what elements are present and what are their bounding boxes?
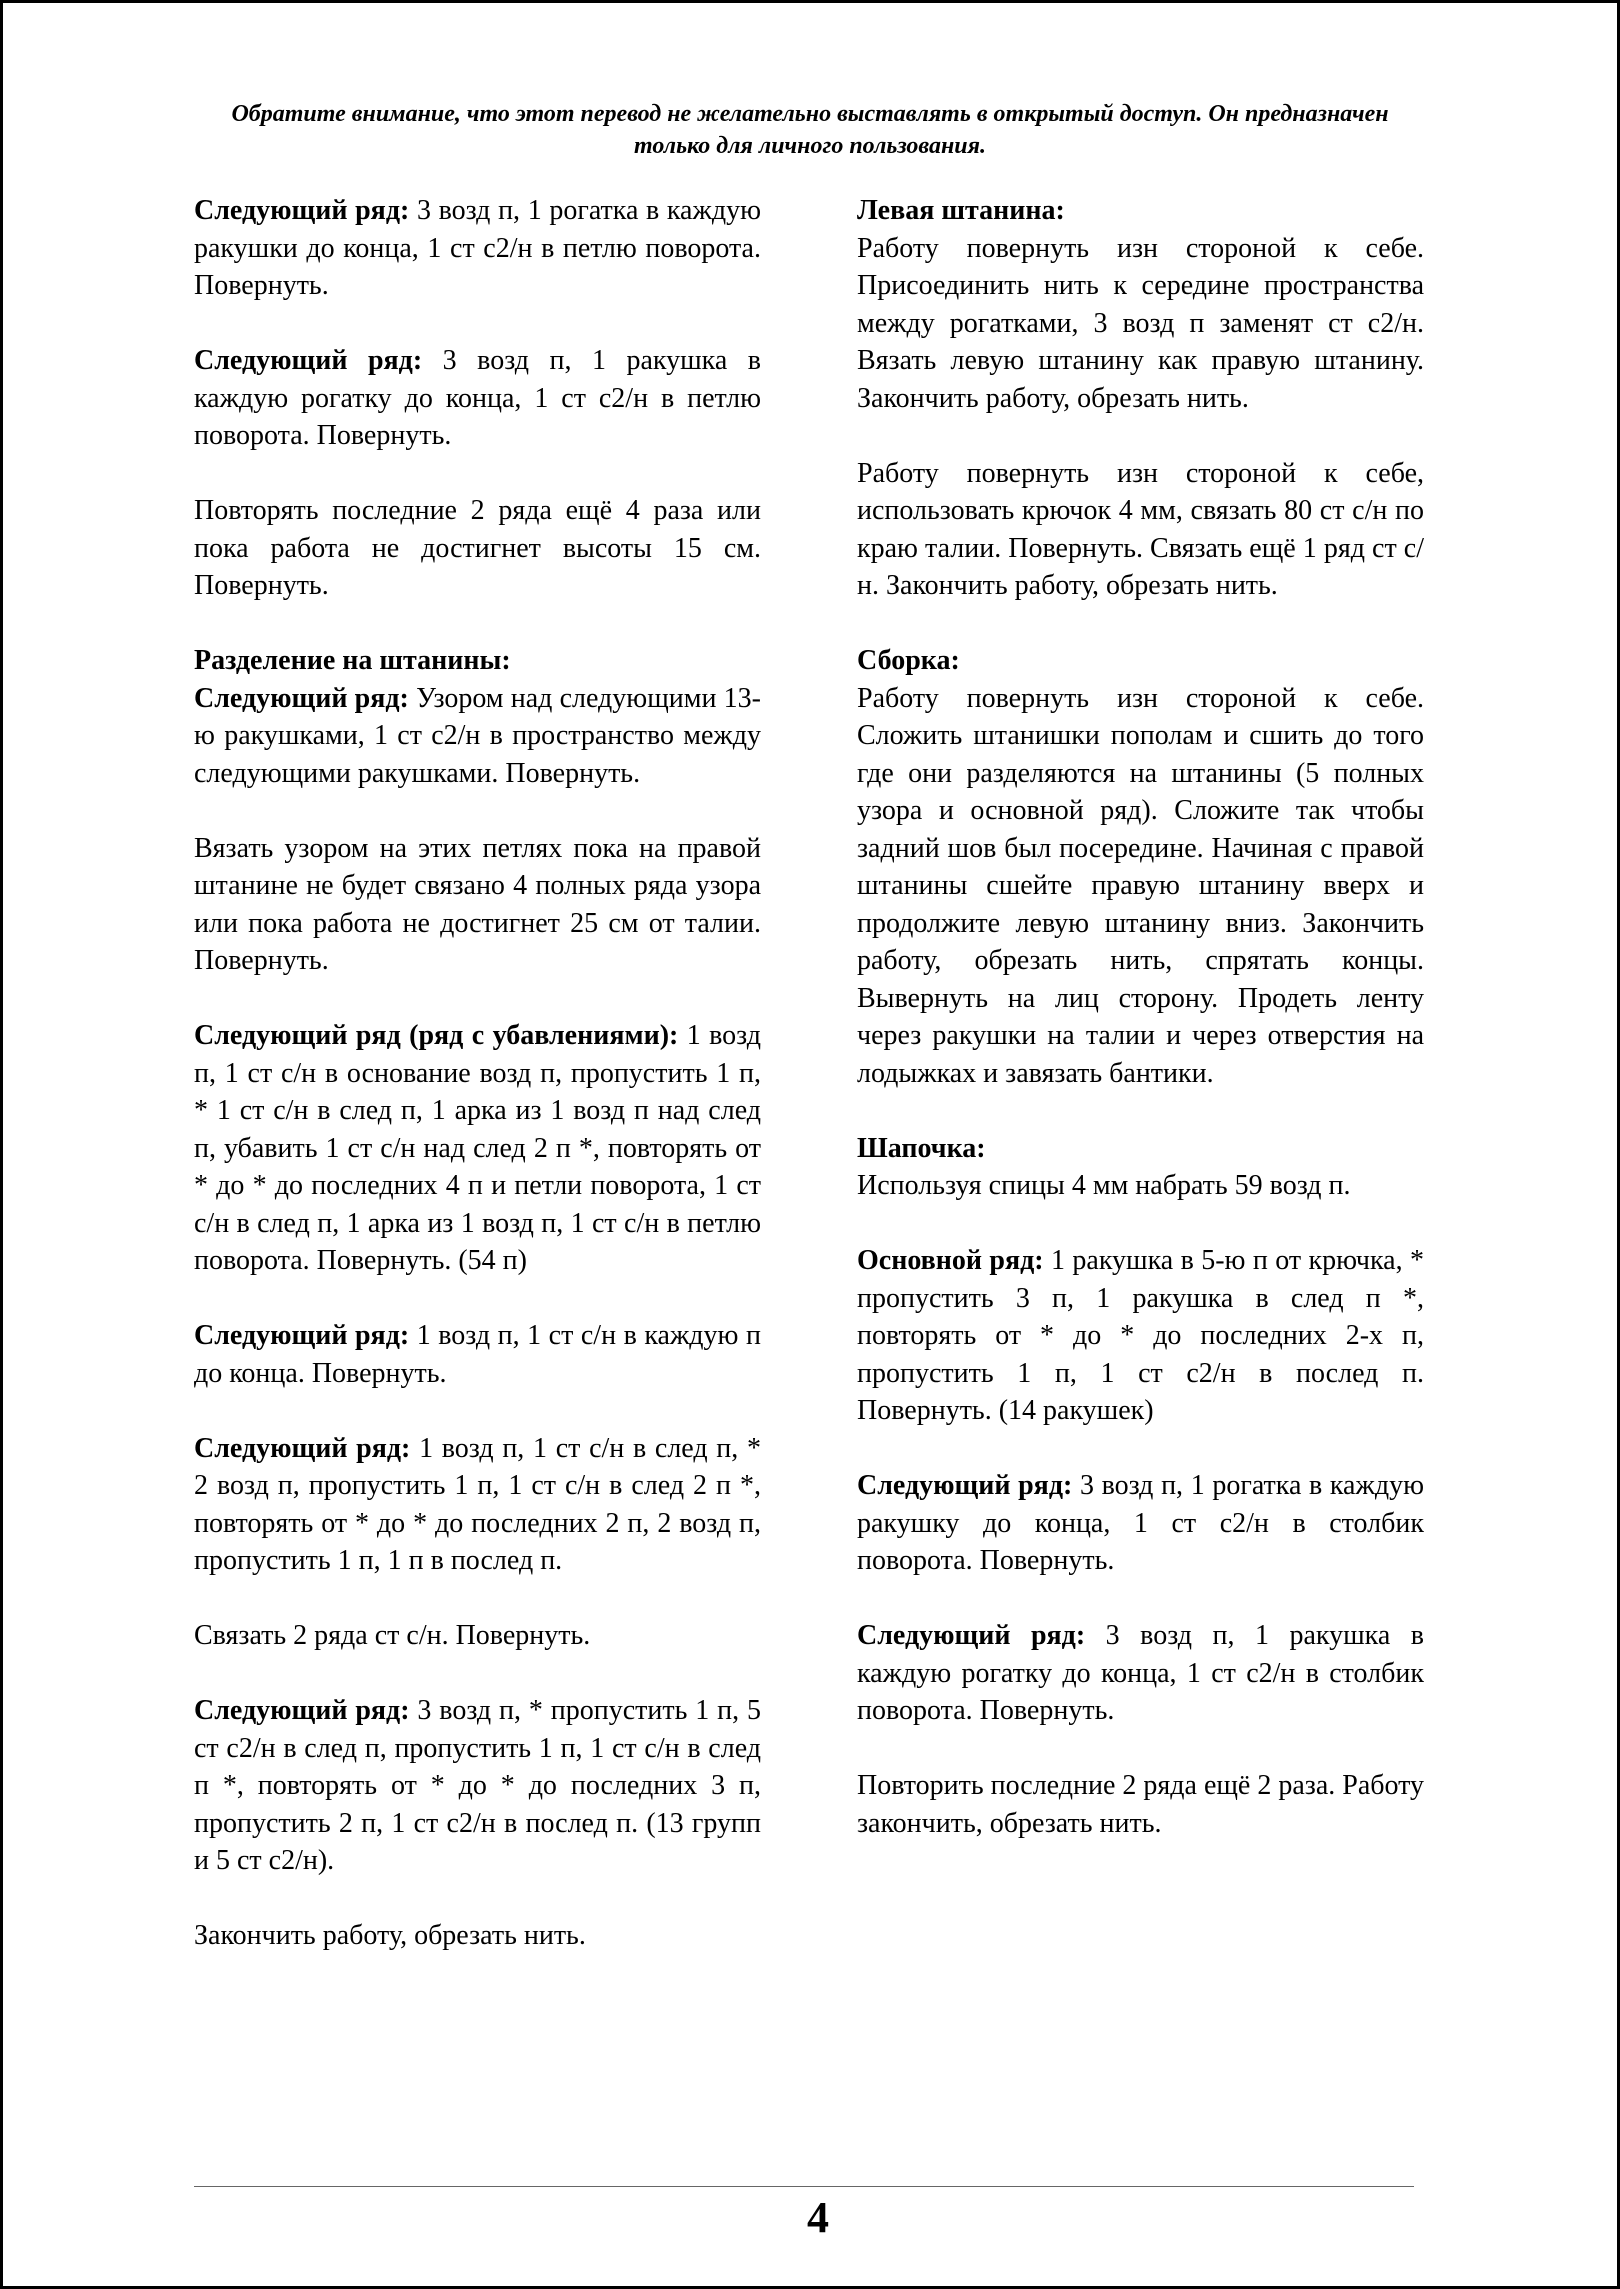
section-heading: Разделение на штанины: bbox=[194, 645, 511, 676]
paragraph: Связать 2 ряда ст с/н. Повернуть. bbox=[194, 1620, 591, 1651]
paragraph: Следующий ряд (ряд с убавлениями): 1 возд п, 1 ст с/н в основание возд п, пропустить 1 п, * 1 ст с/н в след п, 1 арка из 1 возд п над след п, убавить 1 ст с/н над след 2 п *, повторять от * до * до последних 4 п и петли поворота, 1 ст с/н в след п, 1 арка из 1 возд п, 1 ст с/н в петлю поворота. Повернуть. (54 п) bbox=[194, 1020, 761, 1276]
paragraph: Повторять последние 2 ряда ещё 4 раза или пока работа не достигнет высоты 15 см. Повернуть. bbox=[194, 495, 761, 601]
distribution-notice: Обратите внимание, что этот перевод не желательно выставлять в открытый доступ. Он предназначен только для личного пользования. bbox=[231, 101, 1389, 159]
paragraph: Закончить работу, обрезать нить. bbox=[194, 1920, 586, 1951]
section-heading: Сборка: bbox=[857, 645, 960, 676]
paragraph: Работу повернуть изн стороной к себе, использовать крючок 4 мм, связать 80 ст с/н по краю талии. Повернуть. Связать ещё 1 ряд ст с/н. Закончить работу, обрезать нить. bbox=[857, 457, 1424, 601]
page-number: 4 bbox=[807, 2193, 829, 2242]
left-column bbox=[194, 192, 761, 1955]
paragraph: Следующий ряд: 1 возд п, 1 ст с/н в след п, * 2 возд п, пропустить 1 п, 1 ст с/н в след 2 п *, повторять от * до * до последних 2 п, 2 возд п, пропустить 1 п, 1 п в послед п. bbox=[194, 1432, 761, 1576]
paragraph: Следующий ряд: 3 возд п, 1 ракушка в каждую рогатку до конца, 1 ст с2/н в столбик поворота. Повернуть. bbox=[857, 1620, 1424, 1726]
section-assembly: Сборка: Работу повернуть изн стороной к себе. Сложить штанишки пополам и сшить до того где они разделяются на штанины (5 полных узора и основной ряд). Сложите так чтобы задний шов был посередине. Начиная с правой штанины сшейте правую штанину вверх и продолжите левую штанину вниз. Закончить работу, обрезать нить, спрятать концы. Вывернуть на лиц сторону. Продеть ленту через ракушки на талии и через отверстия на лодыжках и завязать бантики. bbox=[857, 645, 1424, 1089]
paragraph: Следующий ряд: 1 возд п, 1 ст с/н в каждую п до конца. Повернуть. bbox=[194, 1320, 761, 1389]
paragraph: Следующий ряд: 3 возд п, 1 рогатка в каждую ракушки до конца, 1 ст с2/н в петлю поворота. Повернуть. bbox=[194, 195, 761, 301]
section-hat: Шапочка: Используя спицы 4 мм набрать 59 возд п. bbox=[857, 1132, 1351, 1201]
paragraph: Следующий ряд: 3 возд п, * пропустить 1 п, 5 ст с2/н в след п, пропустить 1 п, 1 ст с/н в след п *, повторять от * до * до последних 3 п, пропустить 2 п, 1 ст с2/н в послед п. (13 групп и 5 ст с2/н). bbox=[194, 1695, 761, 1876]
section-heading: Левая штанина: bbox=[857, 195, 1065, 226]
section-heading: Шапочка: bbox=[857, 1132, 986, 1164]
paragraph: Основной ряд: 1 ракушка в 5-ю п от крючка, * пропустить 3 п, 1 ракушка в след п *, повторять от * до * до последних 2-х п, пропустить 1 п, 1 ст с2/н в послед п. Повернуть. (14 ракушек) bbox=[857, 1245, 1424, 1426]
paragraph: Вязать узором на этих петлях пока на правой штанине не будет связано 4 полных ряда узора или пока работа не достигнет 25 см от талии. Повернуть. bbox=[194, 832, 761, 976]
paragraph: Следующий ряд: 3 возд п, 1 ракушка в каждую рогатку до конца, 1 ст с2/н в петлю поворота. Повернуть. bbox=[194, 345, 761, 451]
paragraph: Следующий ряд: 3 возд п, 1 рогатка в каждую ракушку до конца, 1 ст с2/н в столбик поворота. Повернуть. bbox=[857, 1470, 1424, 1576]
paragraph: Повторить последние 2 ряда ещё 2 раза. Работу закончить, обрезать нить. bbox=[857, 1770, 1425, 1839]
section-left-leg: Левая штанина: Работу повернуть изн стороной к себе. Присоединить нить к середине пространства между рогатками, 3 возд п заменят ст с2/н. Вязать левую штанину как правую штанину. Закончить работу, обрезать нить. bbox=[857, 195, 1424, 414]
footer-divider bbox=[194, 2186, 1414, 2187]
right-column bbox=[857, 192, 1424, 1842]
section-legs-split: Разделение на штанины: Следующий ряд: Узором над следующими 13-ю ракушками, 1 ст с2/н в пространство между следующими ракушками. Повернуть. bbox=[194, 645, 761, 789]
